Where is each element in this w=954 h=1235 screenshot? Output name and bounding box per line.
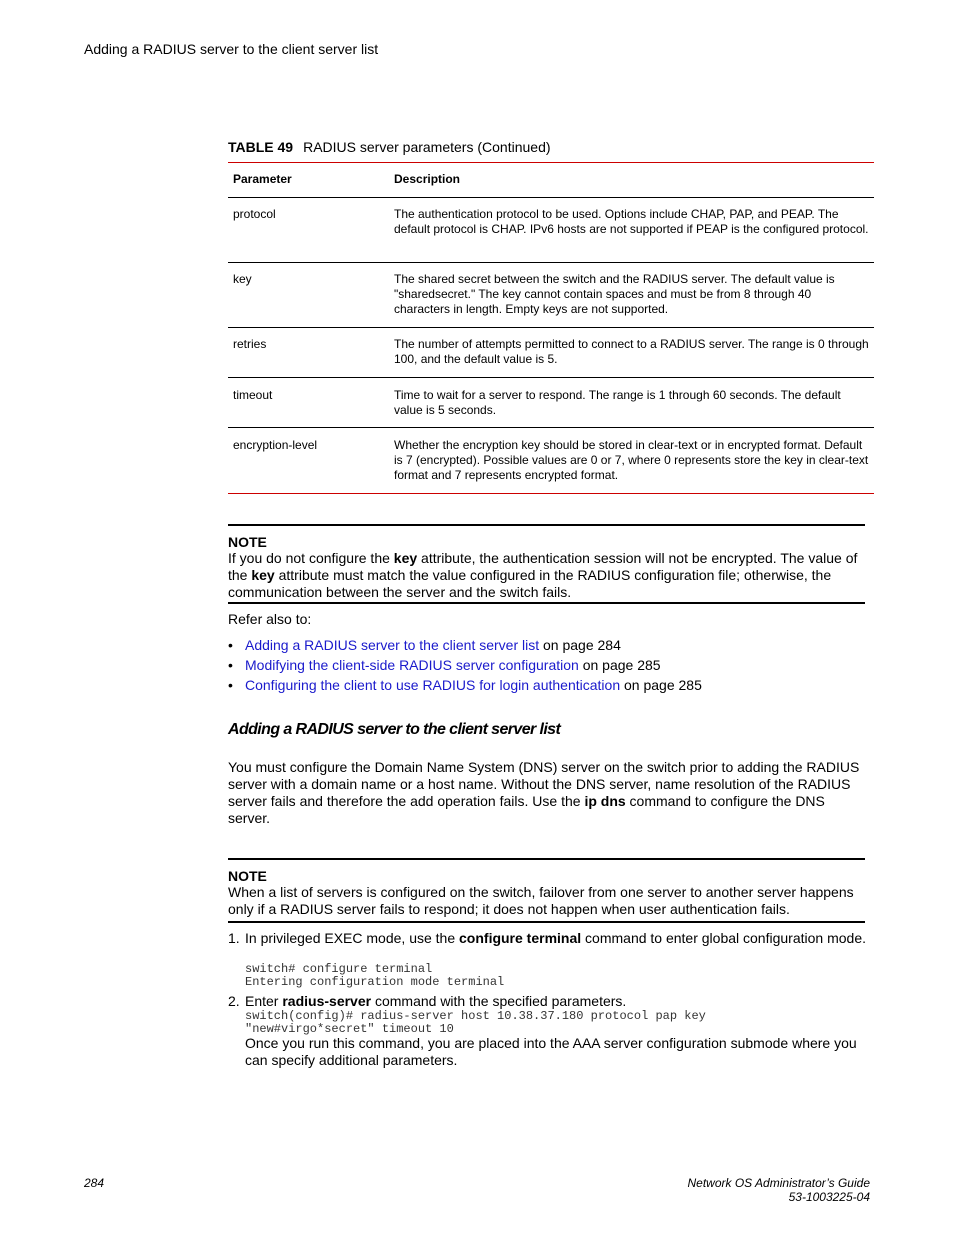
list-item: • Adding a RADIUS server to the client server list on page 284 — [228, 637, 621, 653]
table-cell-parameter: key — [233, 272, 252, 286]
step-text: In privileged EXEC mode, use the configure terminal command to enter global configuration mode. — [245, 930, 866, 946]
table-cell-description: Time to wait for a server to respond. The range is 1 through 60 seconds. The default value is 5 seconds. — [394, 388, 841, 417]
note-text: If you do not configure the key attribute, the authentication session will not be encrypted. The value of the key attribute must match the value configured in the RADIUS configuration file; otherwise, the communication between the server and the switch fails. — [228, 550, 858, 600]
procedure-step — [228, 930, 868, 947]
cross-reference-link[interactable]: Adding a RADIUS server to the client server list — [245, 637, 540, 653]
step-number: 2. — [228, 993, 240, 1009]
table-bottom-rule — [228, 493, 874, 494]
table-header-rule — [228, 197, 874, 198]
table-cell-parameter: encryption-level — [233, 438, 318, 452]
code-example: switch(config)# radius-server host 10.38.37.180 protocol pap key "new#virgo*secret" timeout 10 — [245, 1009, 706, 1036]
note-title: NOTE — [228, 868, 267, 884]
table-header-parameter: Parameter — [233, 172, 292, 186]
step-text: Enter radius-server command with the specified parameters. — [245, 993, 627, 1009]
step-number: 1. — [228, 930, 240, 946]
table-top-rule — [228, 162, 874, 163]
table-cell-description: The authentication protocol to be used. Options include CHAP, PAP, and PEAP. The default protocol is CHAP. IPv6 hosts are not supported if PEAP is the configured protocol. — [394, 207, 869, 236]
table-cell-description: The number of attempts permitted to connect to a RADIUS server. The range is 0 through 100, and the default value is 5. — [394, 337, 869, 366]
refer-list — [228, 637, 868, 697]
footer-doc-info — [687, 1176, 870, 1204]
guide-title: Network OS Administrator’s Guide — [687, 1176, 870, 1190]
list-item: • Configuring the client to use RADIUS for login authentication on page 285 — [228, 677, 702, 693]
bullet-icon: • — [228, 657, 233, 673]
page-number: 284 — [84, 1176, 105, 1190]
section-paragraph: You must configure the Domain Name System (DNS) server on the switch prior to adding the RADIUS server with a domain name or a host name. Without the DNS server, name resolution of the RADIUS server fails and therefore the add operation fails. Use the ip dns command to configure the DNS server. — [228, 759, 860, 826]
step-followup-text: Once you run this command, you are placed into the AAA server configuration submode where you can specify additional parameters. — [245, 1035, 857, 1068]
table-row-divider — [228, 377, 874, 378]
section-heading: Adding a RADIUS server to the client server list — [228, 721, 561, 738]
list-item: • Modifying the client-side RADIUS server configuration on page 285 — [228, 657, 661, 673]
refer-intro: Refer also to: — [228, 611, 312, 627]
note-box — [228, 858, 865, 923]
running-header: Adding a RADIUS server to the client server list — [84, 41, 379, 57]
table-cell-parameter: timeout — [233, 388, 273, 402]
table-cell-description: Whether the encryption key should be stored in clear-text or in encrypted format. Default is 7 (encrypted). Possible values are 0 or 7, where 0 represents store the key in clear-text format and 7 represents encrypted format. — [394, 438, 869, 482]
code-example: switch# configure terminal Entering configuration mode terminal — [245, 962, 505, 989]
note-title: NOTE — [228, 534, 267, 550]
table-label: TABLE 49 — [228, 139, 294, 155]
table-cell-description: The shared secret between the switch and the RADIUS server. The default value is "sharedsecret." The key cannot contain spaces and must be from 8 through 40 characters in length. Empty keys are not supported. — [394, 272, 835, 316]
note-box — [228, 524, 865, 604]
table-row-divider — [228, 262, 874, 263]
table-cell-parameter: retries — [233, 337, 267, 351]
table-caption-text: RADIUS server parameters (Continued) — [303, 139, 551, 155]
table-header-description: Description — [394, 172, 461, 186]
note-text: When a list of servers is configured on the switch, failover from one server to another server happens only if a RADIUS server fails to respond; it does not happen when user authentication fails. — [228, 884, 854, 917]
table-cell-parameter: protocol — [233, 207, 276, 221]
bullet-icon: • — [228, 637, 233, 653]
cross-reference-link[interactable]: Configuring the client to use RADIUS for login authentication — [245, 677, 621, 693]
table-row-divider — [228, 427, 874, 428]
doc-number: 53-1003225-04 — [788, 1190, 870, 1204]
procedure-step — [228, 993, 868, 1010]
cross-reference-link[interactable]: Modifying the client-side RADIUS server configuration — [245, 657, 579, 673]
bullet-icon: • — [228, 677, 233, 693]
table-caption — [228, 139, 551, 155]
table-row-divider — [228, 327, 874, 328]
